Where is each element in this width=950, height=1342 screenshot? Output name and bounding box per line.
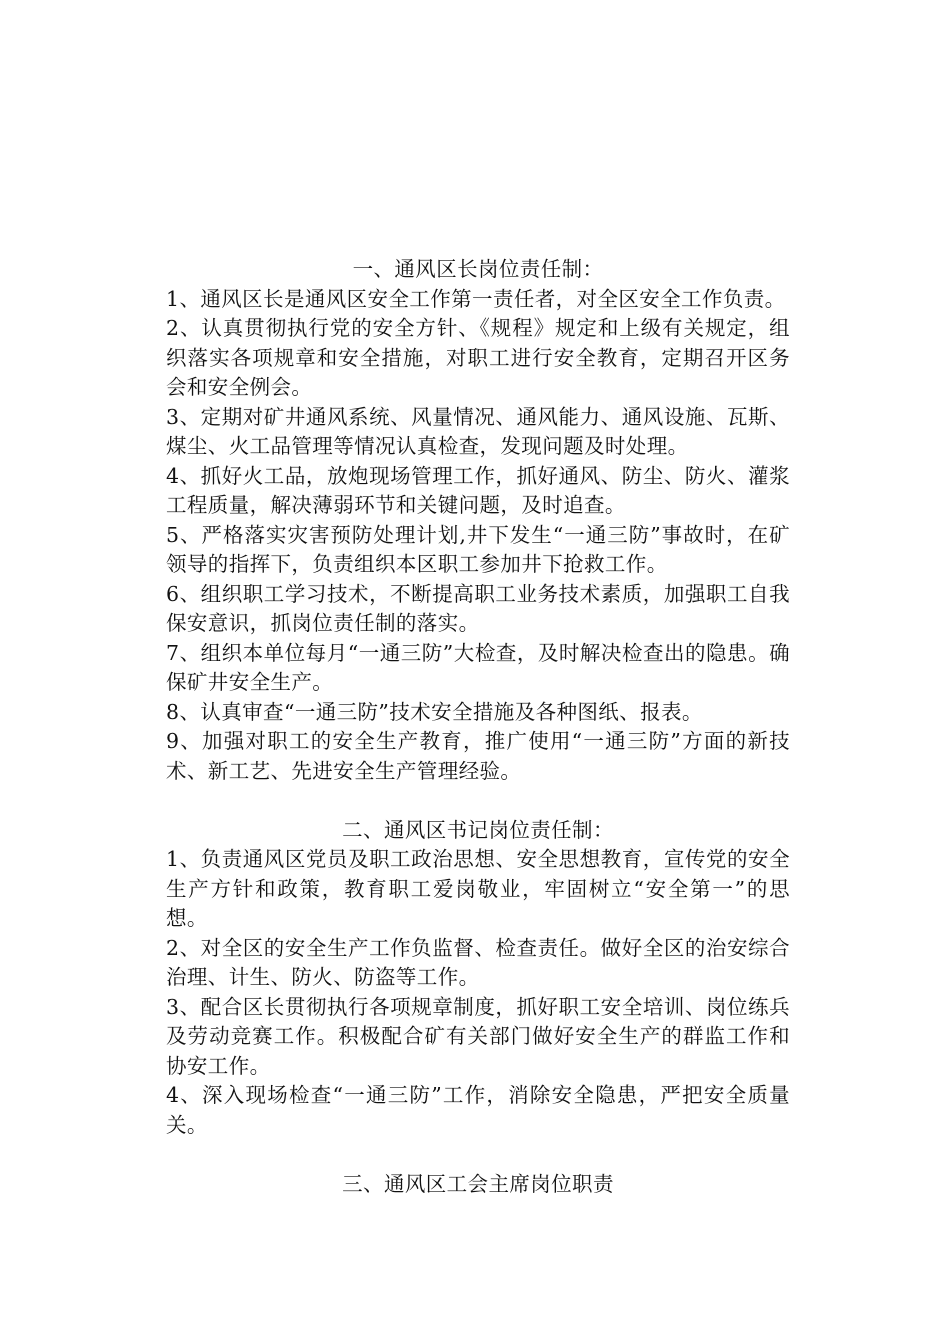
section-1-item-6: 6、组织职工学习技术，不断提高职工业务技术素质，加强职工自我保安意识，抓岗位责任制的落实。 bbox=[166, 581, 790, 635]
section-1 bbox=[166, 255, 790, 786]
section-1-item-8: 8、认真审查“一通三防”技术安全措施及各种图纸、报表。 bbox=[166, 699, 703, 724]
section-1-item-3: 3、定期对矿井通风系统、风量情况、通风能力、通风设施、瓦斯、煤尘、火工品管理等情况认真检查，发现问题及时处理。 bbox=[166, 404, 790, 458]
section-1-item-7: 7、组织本单位每月“一通三防”大检查，及时解决检查出的隐患。确保矿井安全生产。 bbox=[166, 640, 790, 694]
section-spacer bbox=[166, 786, 790, 816]
section-1-item-2: 2、认真贯彻执行党的安全方针、《规程》规定和上级有关规定，组织落实各项规章和安全措施，对职工进行安全教育，定期召开区务会和安全例会。 bbox=[166, 316, 790, 399]
section-2-item-2: 2、对全区的安全生产工作负监督、检查责任。做好全区的治安综合治理、计生、防火、防盗等工作。 bbox=[166, 935, 790, 989]
document-body bbox=[166, 255, 790, 1199]
section-3 bbox=[166, 1170, 790, 1200]
section-1-item-9: 9、加强对职工的安全生产教育，推广使用“一通三防”方面的新技术、新工艺、先进安全生产管理经验。 bbox=[166, 729, 790, 783]
section-spacer bbox=[166, 1140, 790, 1170]
section-2-item-3: 3、配合区长贯彻执行各项规章制度，抓好职工安全培训、岗位练兵及劳动竞赛工作。积极配合矿有关部门做好安全生产的群监工作和协安工作。 bbox=[166, 994, 790, 1078]
section-2-item-1: 1、负责通风区党员及职工政治思想、安全思想教育，宣传党的安全生产方针和政策，教育职工爱岗敬业，牢固树立“安全第一”的思想。 bbox=[166, 847, 790, 930]
section-3-title: 三、通风区工会主席岗位职责 bbox=[342, 1171, 614, 1196]
section-2 bbox=[166, 816, 790, 1141]
section-1-item-1: 1、通风区长是通风区安全工作第一责任者，对全区安全工作负责。 bbox=[166, 286, 786, 311]
section-1-item-5: 5、严格落实灾害预防处理计划,井下发生“一通三防”事故时，在矿领导的指挥下，负责组织本区职工参加井下抢救工作。 bbox=[166, 522, 790, 576]
section-1-title: 一、通风区长岗位责任制： bbox=[352, 257, 604, 281]
section-2-title: 二、通风区书记岗位责任制： bbox=[342, 817, 614, 842]
section-2-item-4: 4、深入现场检查“一通三防”工作，消除安全隐患，严把安全质量关。 bbox=[166, 1083, 790, 1137]
section-1-item-4: 4、抓好火工品，放炮现场管理工作，抓好通风、防尘、防火、灌浆工程质量，解决薄弱环节和关键问题，及时追查。 bbox=[166, 463, 790, 517]
